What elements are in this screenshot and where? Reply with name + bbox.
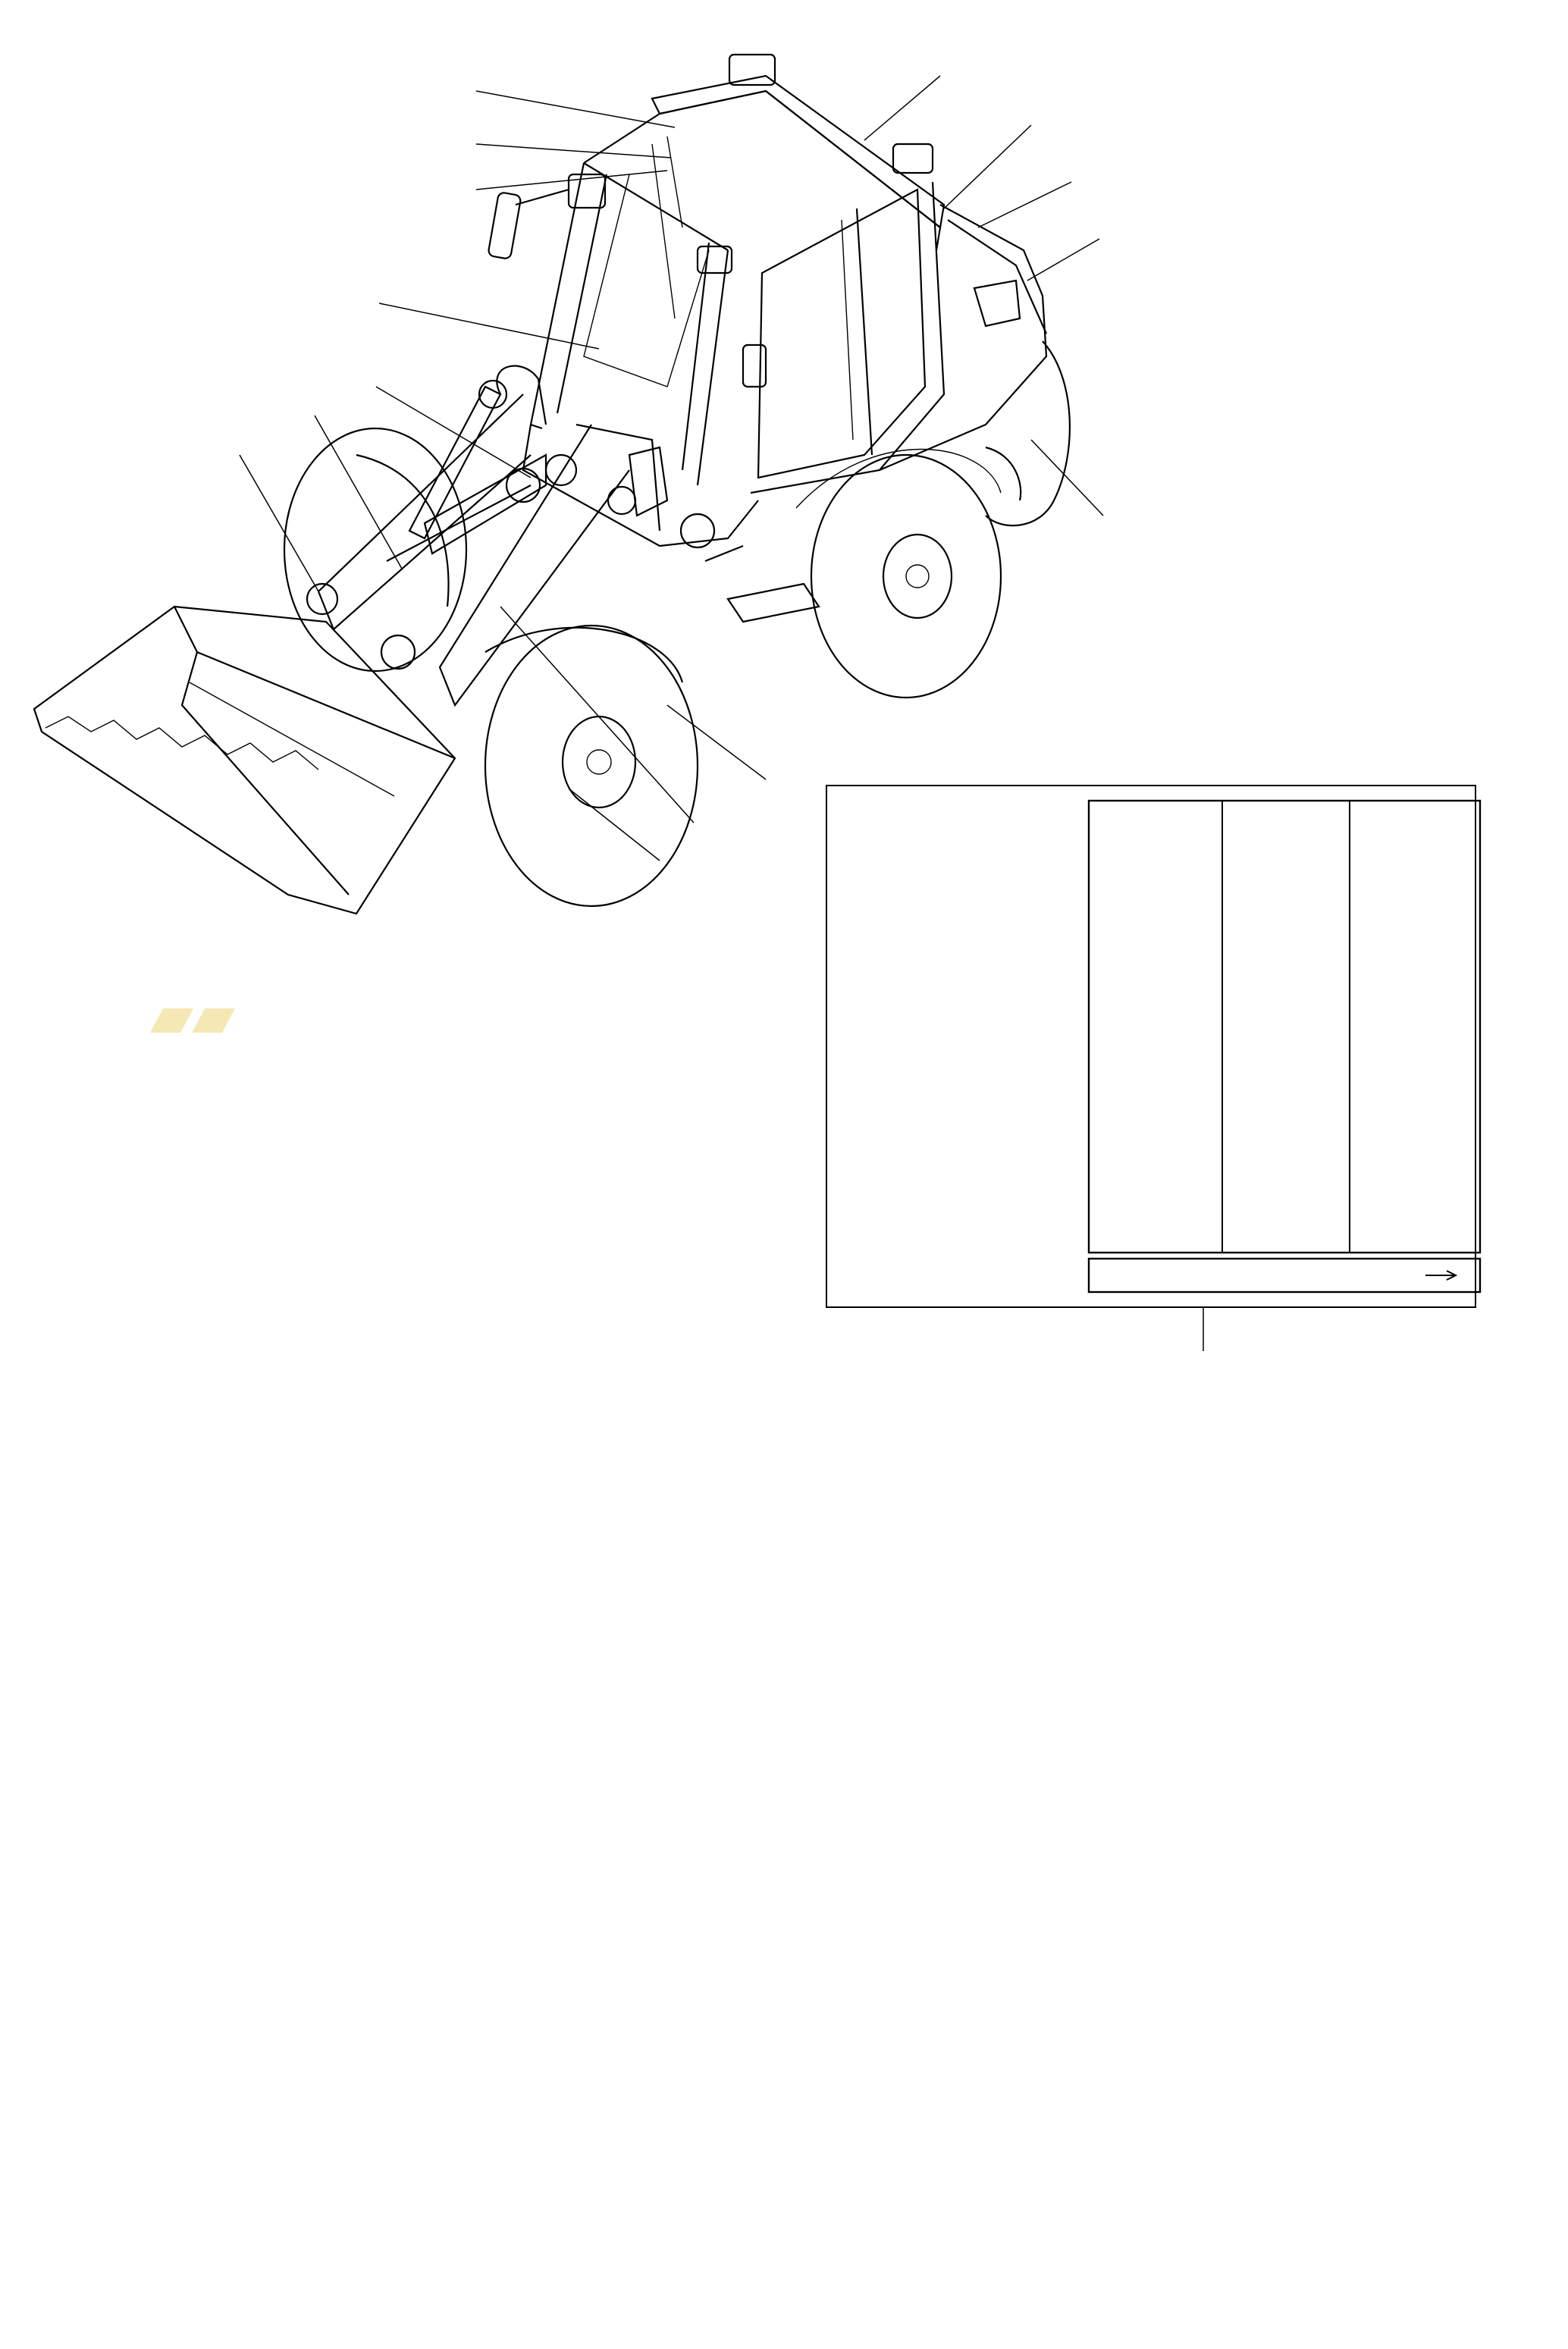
watermark [150, 1008, 235, 1033]
callout-leaders [240, 76, 1103, 861]
fuse-panel-label-15 [826, 786, 1480, 1307]
